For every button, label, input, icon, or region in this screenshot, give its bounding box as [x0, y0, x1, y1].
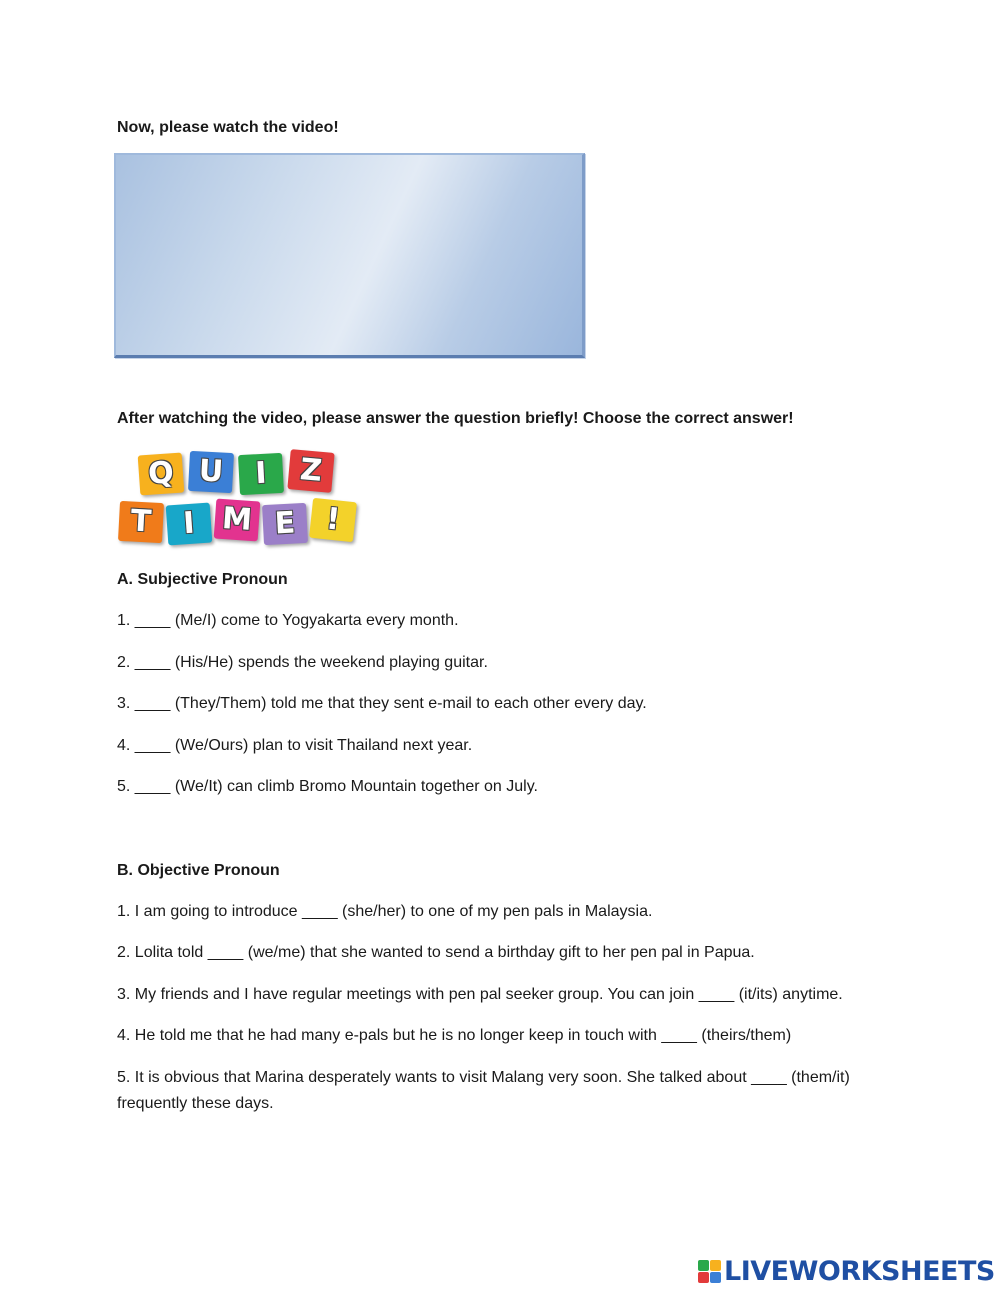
section-a-question: 2. ____ (His/He) spends the weekend playing guitar. [117, 654, 488, 671]
time-tile-i: I [166, 503, 213, 546]
section-b-question: 1. I am going to introduce ____ (she/her) to one of my pen pals in Malaysia. [117, 903, 653, 920]
quiz-tile-q: Q [138, 453, 185, 496]
liveworksheets-brand-text: LIVEWORKSHEETS [724, 1255, 995, 1287]
time-tile-exclaim: ! [309, 498, 357, 542]
section-a-title: A. Subjective Pronoun [117, 571, 288, 588]
section-b-question: 3. My friends and I have regular meetings with pen pal seeker group. You can join ____ (it/its) anytime. [117, 986, 843, 1003]
quiz-tile-i: I [238, 453, 284, 495]
section-b-title: B. Objective Pronoun [117, 862, 280, 879]
mark-square [698, 1260, 709, 1271]
liveworksheets-logo[interactable] [698, 1256, 995, 1286]
quiz-tile-z: Z [287, 449, 334, 493]
intro-heading: Now, please watch the video! [117, 119, 339, 136]
video-player[interactable] [114, 153, 585, 358]
quiz-time-logo [117, 448, 359, 550]
time-tile-e: E [262, 503, 308, 545]
section-b-question: 5. It is obvious that Marina desperately wants to visit Malang very soon. She talked about ____ (them/it) frequently these days. [117, 1069, 850, 1112]
section-a-question: 5. ____ (We/It) can climb Bromo Mountain together on July. [117, 778, 538, 795]
section-b-question: 4. He told me that he had many e-pals but he is no longer keep in touch with ____ (theirs/them) [117, 1027, 792, 1044]
quiz-tile-u: U [188, 451, 234, 493]
time-tile-t: T [118, 501, 164, 543]
mark-square [710, 1272, 721, 1283]
mark-square [698, 1272, 709, 1283]
mark-square [710, 1260, 721, 1271]
instructions-heading: After watching the video, please answer the question briefly! Choose the correct answer! [117, 410, 794, 427]
time-tile-m: M [214, 499, 261, 542]
liveworksheets-mark-icon [698, 1260, 721, 1283]
section-a-question: 4. ____ (We/Ours) plan to visit Thailand next year. [117, 737, 473, 754]
section-a-question: 3. ____ (They/Them) told me that they sent e-mail to each other every day. [117, 695, 647, 712]
section-a-question: 1. ____ (Me/I) come to Yogyakarta every month. [117, 612, 459, 629]
section-b-question: 2. Lolita told ____ (we/me) that she wanted to send a birthday gift to her pen pal in Papua. [117, 944, 755, 961]
